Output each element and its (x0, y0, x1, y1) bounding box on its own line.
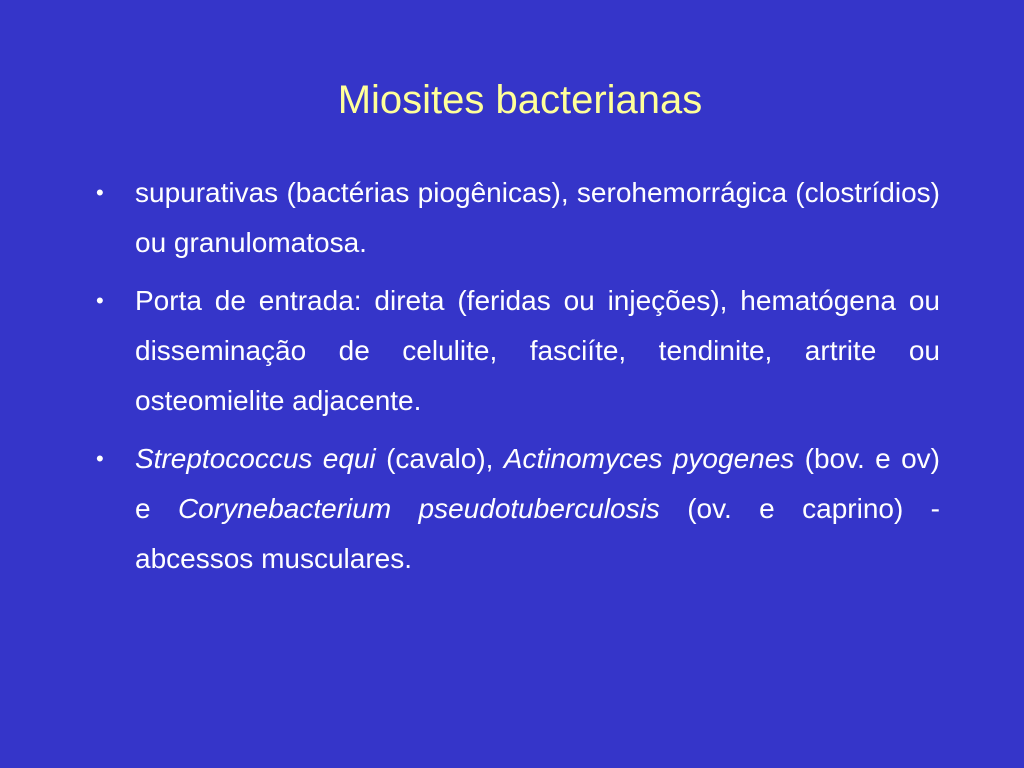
slide-title: Miosites bacterianas (337, 78, 703, 122)
bullet-text: Porta de entrada: direta (feridas ou injeções), hematógena ou disseminação de celulite, fasciíte, tendinite, artrite ou osteomielite adjacente. (135, 285, 940, 416)
bullet-marker: • (96, 288, 104, 313)
species-name: Corynebacterium pseudotuberculosis (177, 493, 660, 524)
bullet-text: supurativas (bactérias piogênicas), serohemorrágica (clostrídios) ou granulomatosa. (135, 177, 940, 258)
bullet-text (135, 434, 940, 584)
bullet-item-1 (96, 168, 940, 268)
host-text: (cavalo), (375, 443, 504, 474)
host-text: (ov. e caprino) - abcessos musculares. (135, 493, 940, 574)
bullet-marker: • (96, 446, 104, 471)
bullet-item-2 (96, 276, 940, 426)
species-name: Streptococcus equi (135, 443, 376, 474)
host-text: (bov. e ov) e (135, 443, 941, 524)
bullet-marker: • (96, 180, 104, 205)
bullet-item-3 (96, 434, 940, 584)
bullet-list (96, 168, 940, 592)
species-name: Actinomyces pyogenes (503, 443, 795, 474)
